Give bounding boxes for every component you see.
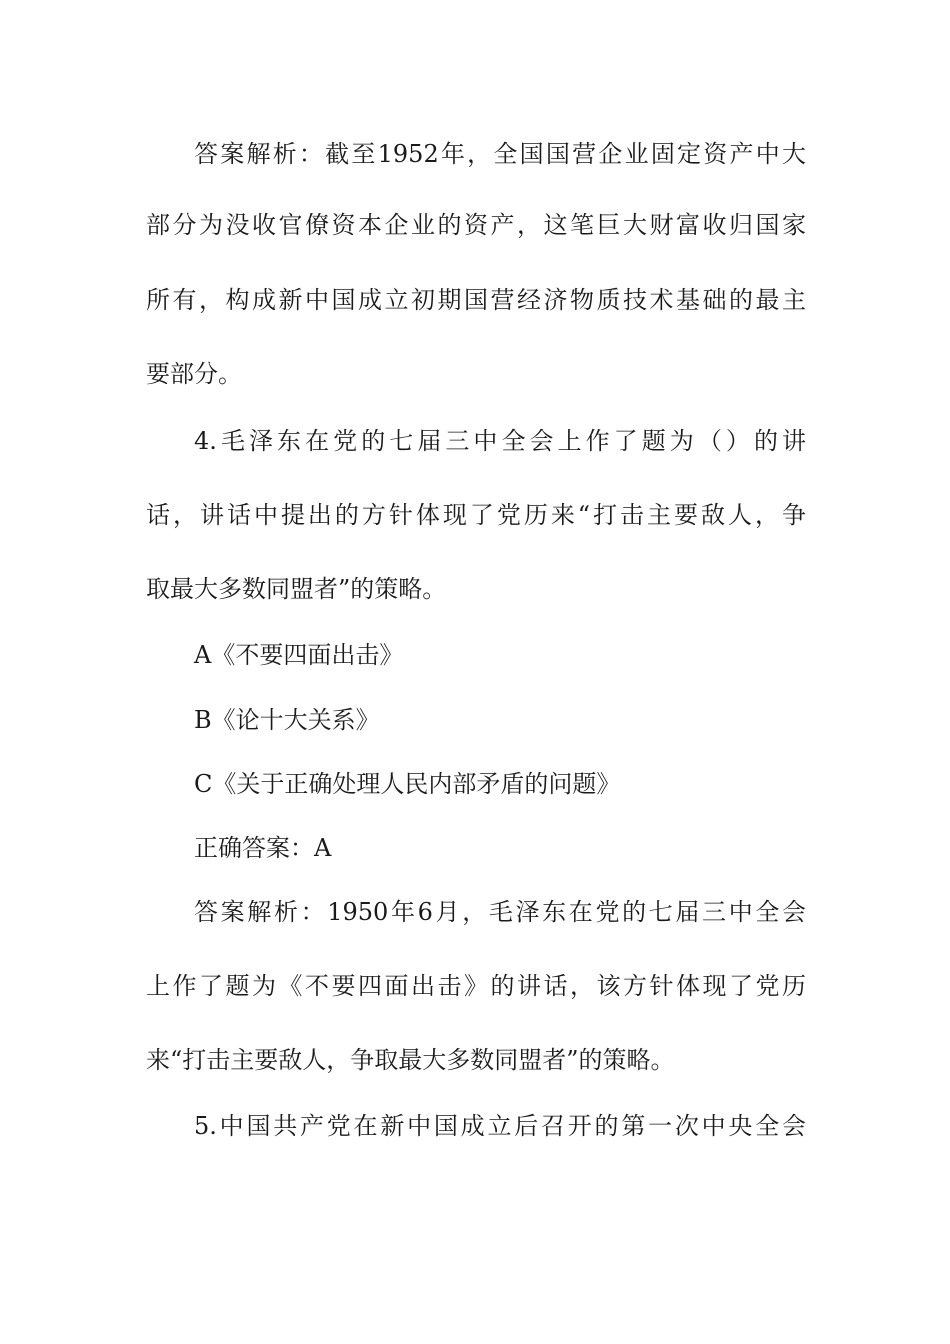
question-line: 取最大多数同盟者”的策略。 <box>146 575 447 603</box>
question-line: 4.毛泽东在党的七届三中全会上作了题为（）的讲 <box>194 427 806 455</box>
option-c: C《关于正确处理人民内部矛盾的问题》 <box>194 770 621 798</box>
paragraph-line: 部分为没收官僚资本企业的资产，这笔巨大财富收归国家 <box>146 211 806 239</box>
paragraph-line: 所有，构成新中国成立初期国营经济物质技术基础的最主 <box>146 286 806 314</box>
explanation-line: 来“打击主要敌人，争取最大多数同盟者”的策略。 <box>146 1046 675 1074</box>
question-line: 话，讲话中提出的方针体现了党历来“打击主要敌人，争 <box>146 501 806 529</box>
paragraph-line: 要部分。 <box>146 360 242 388</box>
explanation-line: 答案解析：1950年6月，毛泽东在党的七届三中全会 <box>194 898 806 926</box>
correct-answer: 正确答案：A <box>194 834 332 862</box>
question-line: 5.中国共产党在新中国成立后召开的第一次中央全会 <box>194 1112 806 1140</box>
option-b: B《论十大关系》 <box>194 706 380 734</box>
option-a: A《不要四面出击》 <box>194 641 404 669</box>
paragraph-line: 答案解析：截至1952年，全国国营企业固定资产中大 <box>194 140 806 168</box>
explanation-line: 上作了题为《不要四面出击》的讲话，该方针体现了党历 <box>146 972 806 1000</box>
